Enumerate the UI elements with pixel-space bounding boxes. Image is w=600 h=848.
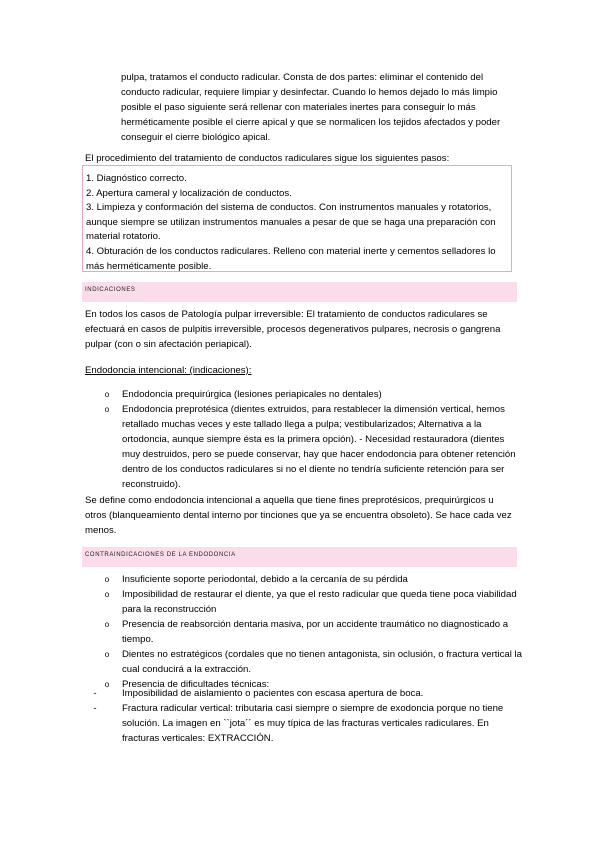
steps-box: [82, 165, 512, 272]
list-item-text: Endodoncia preprotésica (dientes extruidos, para restablecer la dimensión vertical, hemos retallado muchas veces y este tallado llega a pulpa; vestibularizados; Alternativa a la ortodoncia, aunque siempre ésta es la primera opción). - Necesidad restauradora (dientes muy destruidos, pero se puede conservar, hay que hacer endodoncia para obtener retención dentro de los conductos radiculares si no el diente no tendría suficiente retención para ser reconstruido).: [122, 404, 516, 490]
bullet-marker: o: [104, 680, 110, 689]
bullet-marker: o: [104, 590, 110, 599]
list-item: [93, 686, 522, 701]
list-item: [93, 701, 522, 746]
list-item: [102, 647, 522, 677]
list-item-text: Imposibilidad de restaurar el diente, ya que el resto radicular que queda tiene poca viabilidad para la reconstrucción: [122, 589, 517, 615]
section-heading-indicaciones: INDICACIONES: [85, 287, 136, 293]
section-heading-band: [82, 282, 517, 302]
list-item-text: Presencia de reabsorción dentaria masiva, por un accidente traumático no diagnosticado a tiempo.: [122, 619, 509, 645]
list-item-text: Endodoncia prequirúrgica (lesiones periapicales no dentales): [122, 389, 382, 400]
indicaciones-closing: Se define como endodoncia intencional a aquella que tiene fines preprotésicos, prequirúrgicos u otros (blanqueamiento dental interno por tinciones que ya se encuentra obsoleto). Se hace cada vez menos.: [85, 495, 512, 536]
list-item: [102, 572, 522, 587]
bullet-marker: o: [104, 575, 110, 584]
list-item-text: Presencia de dificultades técnicas:: [122, 679, 270, 690]
list-item: [102, 402, 522, 492]
step-4: 4. Obturación de los conductos radiculares. Relleno con material inerte y cementos selladores lo más herméticamente posible.: [86, 245, 496, 272]
contraindicaciones-dash-list: [93, 686, 522, 746]
list-item: [102, 617, 522, 647]
bullet-marker: o: [104, 620, 110, 629]
list-item-text: Fractura radicular vertical: tributaria casi siempre o siempre de exodoncia porque no tiene solución. La imagen en ``jota´´ es muy típica de las fracturas verticales radiculares. En fracturas verticales: EXTRACCIÓN.: [122, 703, 504, 744]
section-heading-contraindicaciones: CONTRAINDICACIONES DE LA ENDODONCIA: [85, 552, 236, 558]
section-heading-band: [82, 547, 517, 567]
step-2: 2. Apertura cameral y localización de conductos.: [86, 187, 292, 199]
list-item-text: Dientes no estratégicos (cordales que no tienen antagonista, sin oclusión, o fractura vertical la cual conducirá a la extracción.: [122, 649, 522, 675]
intro-paragraph: pulpa, tratamos el conducto radicular. Consta de dos partes: eliminar el contenido del conducto radicular, requiere limpiar y desinfectar. Cuando lo hemos dejado lo más limpio posible el paso siguiente será rellenar con materiales inertes para conseguir lo más herméticamente posible el cierre apical y que se normalicen los tejidos afectados y poder conseguir el cierre biológico apical.: [121, 72, 501, 143]
indicaciones-bullet-list: [102, 387, 522, 492]
contraindicaciones-bullet-list: [102, 572, 522, 692]
list-item: [102, 587, 522, 617]
list-item-text: Insuficiente soporte periodontal, debido a la cercanía de su pérdida: [122, 574, 408, 585]
procedure-intro: El procedimiento del tratamiento de conductos radiculares sigue los siguientes pasos:: [85, 153, 450, 164]
bullet-marker: o: [104, 405, 110, 414]
step-3: 3. Limpieza y conformación del sistema de conductos. Con instrumentos manuales y rotatorios, aunque siempre se utilizan instrumentos manuales a pesar de que se haga una preparación con material rotatorio.: [86, 202, 496, 243]
dash-marker: -: [93, 688, 97, 699]
indicaciones-text: En todos los casos de Patología pulpar irreversible: El tratamiento de conductos radiculares se efectuará en casos de pulpitis irreversible, procesos degenerativos pulpares, necrosis o gangrena pulpar (con o sin afectación periapical).: [85, 309, 501, 350]
dash-marker: -: [93, 703, 97, 714]
list-item-text: Imposibilidad de aislamiento o pacientes con escasa apertura de boca.: [122, 688, 424, 699]
bullet-marker: o: [104, 650, 110, 659]
step-1: 1. Diagnóstico correcto.: [86, 173, 187, 184]
bullet-marker: o: [104, 390, 110, 399]
endodoncia-intencional-subheading: Endodoncia intencional: (indicaciones):: [85, 365, 252, 376]
list-item: [102, 387, 522, 402]
